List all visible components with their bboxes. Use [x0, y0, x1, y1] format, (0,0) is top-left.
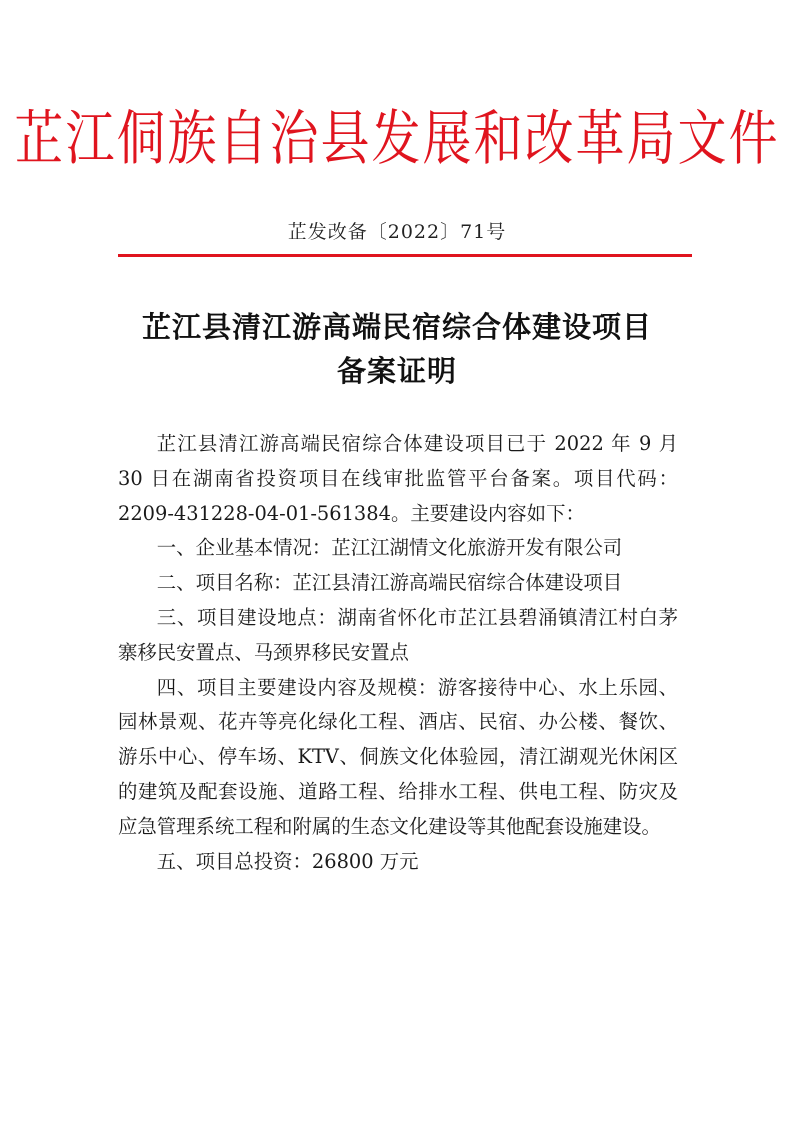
item-company-info: 一、企业基本情况：芷江江湖情文化旅游开发有限公司 — [156, 536, 623, 560]
document-subtitle: 备案证明 — [336, 354, 457, 388]
document-title: 芷江县清江游高端民宿综合体建设项目 — [141, 310, 652, 344]
item-construction-scope: 四、项目主要建设内容及规模：游客接待中心、水上乐园、园林景观、花卉等亮化绿化工程、酒店、民宿、办公楼、餐饮、游乐中心、停车场、KTV、侗族文化体验园，清江湖观光休闲区的建筑及配套设施、道路工程、给排水工程、供电工程、防灾及应急管理系统工程和附属的生态文化建设等其他配套设施建设。 — [118, 675, 678, 838]
item-total-investment: 五、项目总投资：26800 万元 — [156, 849, 419, 873]
header-divider — [118, 254, 692, 257]
intro-paragraph: 芷江县清江游高端民宿综合体建设项目已于 2022 年 9 月 30 日在湖南省投资项目在线审批监管平台备案。项目代码：2209-431228-04-01-561384。主要建设内容如下： — [118, 432, 678, 525]
document-number: 芷发改备〔2022〕71号 — [287, 221, 507, 243]
item-project-name: 二、项目名称：芷江县清江游高端民宿综合体建设项目 — [156, 571, 623, 595]
item-project-location: 三、项目建设地点：湖南省怀化市芷江县碧涌镇清江村白茅寨移民安置点、马颈界移民安置点 — [118, 605, 678, 664]
document-body — [118, 427, 678, 879]
issuing-authority-header: 芷江侗族自治县发展和改革局文件 — [14, 104, 780, 174]
